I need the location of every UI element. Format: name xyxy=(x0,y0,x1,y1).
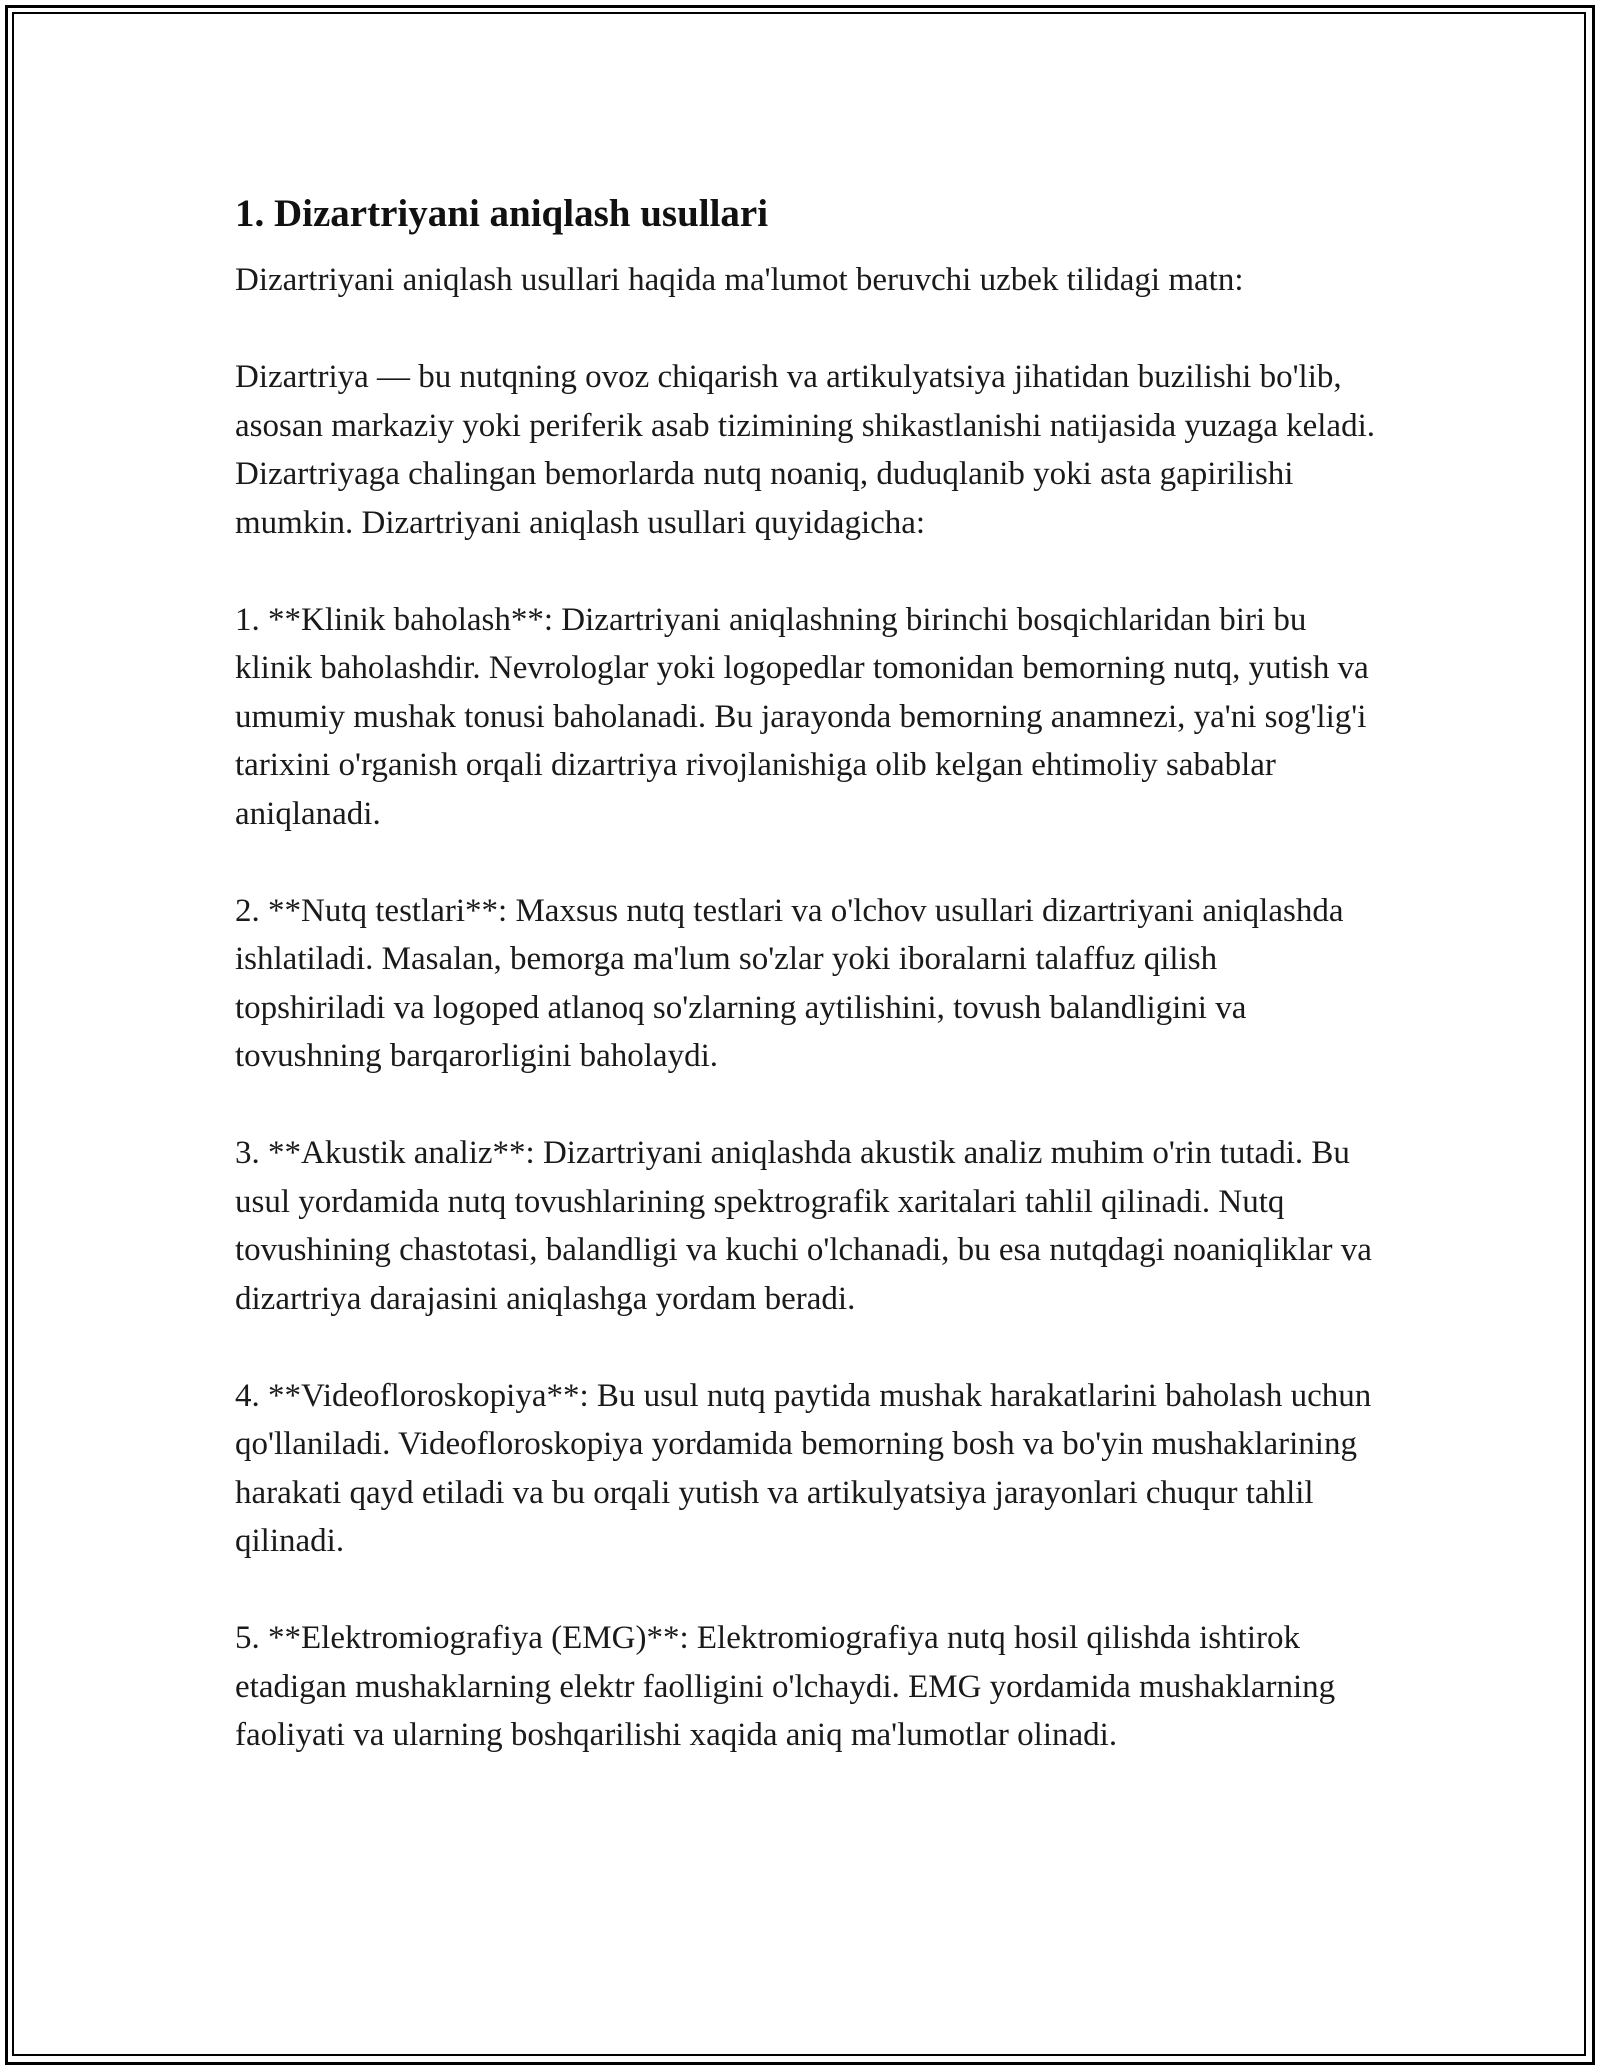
method-paragraph-elektromiografiya: 5. **Elektromiografiya (EMG)**: Elektromiografiya nutq hosil qilishda ishtirok etadigan mushaklarning elektr faolligini o'lchaydi. EMG yordamida mushaklarning faoliyati va ularning boshqarilishi xaqida aniq ma'lumotlar olinadi. xyxy=(235,1620,1336,1753)
intro-paragraph: Dizartriyani aniqlash usullari haqida ma'lumot beruvchi uzbek tilidagi matn: xyxy=(235,262,1244,298)
definition-paragraph: Dizartriya — bu nutqning ovoz chiqarish va artikulyatsiya jihatidan buzilishi bo'lib, asosan markaziy yoki periferik asab tizimining shikastlanishi natijasida yuzaga keladi. Dizartriyaga chalingan bemorlarda nutq noaniq, duduqlanib yoki asta gapirilishi mumkin. Dizartriyani aniqlash usullari quyidagicha: xyxy=(235,359,1375,541)
method-paragraph-nutq-testlari: 2. **Nutq testlari**: Maxsus nutq testlari va o'lchov usullari dizartriyani aniqlashda ishlatiladi. Masalan, bemorga ma'lum so'zlar yoki iboralarni talaffuz qilish topshiriladi va logoped atlanoq so'zlarning aytilishini, tovush balandligini va tovushning barqarorligini baholaydi. xyxy=(235,892,1344,1074)
document-body xyxy=(235,186,1375,1760)
method-paragraph-videofloroskopiya: 4. **Videofloroskopiya**: Bu usul nutq paytida mushak harakatlarini baholash uchun qo'llaniladi. Videofloroskopiya yordamida bemorning bosh va bo'yin mushaklarining harakati qayd etiladi va bu orqali yutish va artikulyatsiya jarayonlari chuqur tahlil qilinadi. xyxy=(235,1377,1372,1559)
method-paragraph-akustik-analiz: 3. **Akustik analiz**: Dizartriyani aniqlashda akustik analiz muhim o'rin tutadi. Bu usul yordamida nutq tovushlarining spektrografik xaritalari tahlil qilinadi. Nutq tovushining chastotasi, balandligi va kuchi o'lchanadi, bu esa nutqdagi noaniqliklar va dizartriya darajasini aniqlashga yordam beradi. xyxy=(235,1135,1372,1317)
method-paragraph-klinik-baholash: 1. **Klinik baholash**: Dizartriyani aniqlashning birinchi bosqichlaridan biri bu klinik baholashdir. Nevrologlar yoki logopedlar tomonidan bemorning nutq, yutish va umumiy mushak tonusi baholanadi. Bu jarayonda bemorning anamnezi, ya'ni sog'lig'i tarixini o'rganish orqali dizartriya rivojlanishiga olib kelgan ehtimoliy sabablar aniqlanadi. xyxy=(235,601,1369,832)
section-heading: 1. Dizartriyani aniqlash usullari xyxy=(235,192,769,235)
